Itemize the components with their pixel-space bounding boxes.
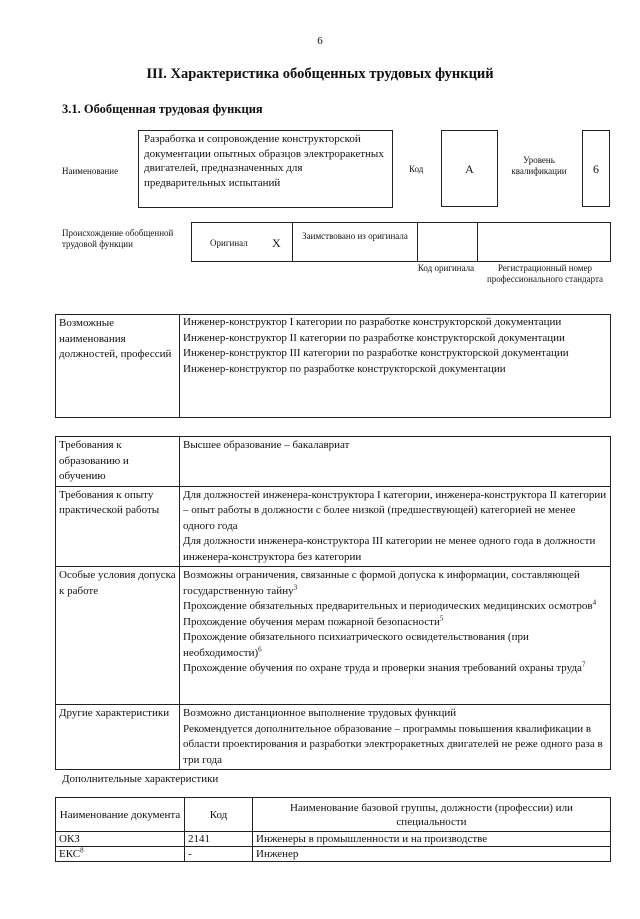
requirements-table xyxy=(55,436,611,770)
code-box xyxy=(441,130,498,207)
level-value: 6 xyxy=(593,162,599,176)
original-label: Оригинал xyxy=(210,238,248,248)
position-item: Инженер-конструктор II категории по разработке конструкторской документации xyxy=(183,331,565,344)
other-item: Возможно дистанционное выполнение трудовых функций xyxy=(183,707,457,719)
col-name-header: Наименование базовой группы, должности (профессии) или специальности xyxy=(253,798,611,832)
function-name-box xyxy=(138,130,393,208)
function-name-value: Разработка и сопровождение конструкторской документации опытных образцов электроракетных двигателей, предназначенных для предварительных испытаний xyxy=(144,133,384,189)
origin-row xyxy=(191,222,611,262)
experience-item: Для должностей инженера-конструктора I категории, инженера-конструктора II категории – опыт работы в должности с более низкой (предшествующей) категорией не менее одного года xyxy=(183,488,607,532)
code-original-label: Код оригинала xyxy=(417,263,475,273)
table-row: ОКЗ 2141 Инженеры в промышленности и на производстве xyxy=(56,832,611,847)
page-number: 6 xyxy=(317,35,323,47)
col-doc-header: Наименование документа xyxy=(56,798,185,832)
condition-item: Прохождение обязательного психиатрического освидетельствования (при необходимости)$^6$ xyxy=(183,631,529,659)
position-item: Инженер-конструктор по разработке конструкторской документации xyxy=(183,362,506,375)
other-label: Другие характеристики xyxy=(56,705,180,770)
level-label: Уровень квалификации xyxy=(511,155,567,176)
section-title: III. Характеристика обобщенных трудовых функций xyxy=(146,66,494,82)
education-label: Требования к образованию и обучению xyxy=(56,437,180,487)
table-row: ЕКС$^8$ - Инженер xyxy=(56,847,611,862)
additional-table xyxy=(55,797,611,862)
reg-number-label: Регистрационный номер профессионального стандарта xyxy=(486,263,604,284)
col-code-header: Код xyxy=(185,798,253,832)
position-item: Инженер-конструктор I категории по разработке конструкторской документации xyxy=(183,316,562,328)
other-item: Рекомендуется дополнительное образование – программы повышения квалификации в области проектирования и разработки электроракетных двигателей не реже одного раза в три года xyxy=(183,722,603,766)
code-value: А xyxy=(465,162,474,176)
condition-item: Прохождение обучения мерам пожарной безопасности$^5$ xyxy=(183,613,444,628)
additional-title: Дополнительные характеристики xyxy=(62,773,219,785)
experience-label: Требования к опыту практической работы xyxy=(56,486,180,567)
original-mark: X xyxy=(272,236,281,250)
name-label: Наименование xyxy=(62,166,119,176)
condition-item: Прохождение обучения по охране труда и проверки знания требований охраны труда$^7$ xyxy=(183,660,586,674)
borrowed-label: Заимствовано из оригинала xyxy=(302,231,408,241)
level-box xyxy=(582,130,610,207)
positions-label: Возможные наименования должностей, профессий xyxy=(56,315,180,418)
experience-item: Для должности инженера-конструктора III категории не менее одного года в должности инженера-конструктора без категории xyxy=(183,535,596,563)
education-value: Высшее образование – бакалавриат xyxy=(180,437,611,487)
positions-table xyxy=(55,314,611,418)
origin-label: Происхождение обобщенной трудовой функции xyxy=(62,228,174,249)
subsection-title: 3.1. Обобщенная трудовая функция xyxy=(62,102,263,116)
condition-item: Прохождение обязательных предварительных и периодических медицинских осмотров$^4$ xyxy=(183,598,597,612)
code-label: Код xyxy=(409,164,424,174)
conditions-label: Особые условия допуска к работе xyxy=(56,567,180,705)
position-item: Инженер-конструктор III категории по разработке конструкторской документации xyxy=(183,347,569,359)
condition-item: Возможны ограничения, связанные с формой допуска к информации, составляющей государственную тайну$^3$ xyxy=(183,569,580,597)
